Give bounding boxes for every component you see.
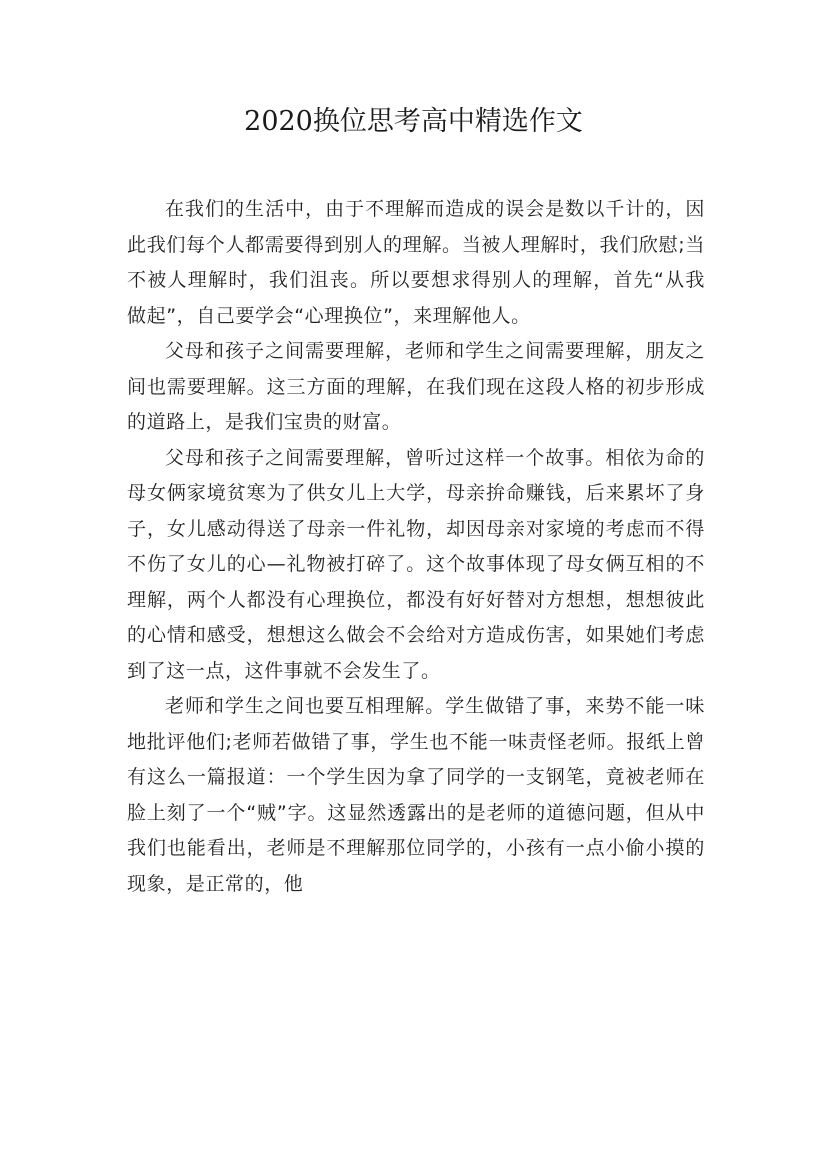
paragraph-parents-children: 父母和孩子之间需要理解，曾听过这样一个故事。相依为命的母女俩家境贫寒为了供女儿上大学，母亲拚命赚钱，后来累坏了身子，女儿感动得送了母亲一件礼物，却因母亲对家境的考虑而不得不伤了女儿的心—礼物被打碎了。这个故事体现了母女俩互相的不理解，两个人都没有心理换位，都没有好好替对方想想，想想彼此的心情和感受，想想这么做会不会给对方造成伤害，如果她们考虑到了这一点，这件事就不会发生了。: [127, 446, 705, 682]
paragraph-three-relations: 父母和孩子之间需要理解，老师和学生之间需要理解，朋友之间也需要理解。这三方面的理解，在我们现在这段人格的初步形成的道路上，是我们宝贵的财富。: [127, 340, 705, 433]
document-body: [127, 192, 705, 902]
paragraph-intro: 在我们的生活中，由于不理解而造成的误会是数以千计的，因此我们每个人都需要得到别人的理解。当被人理解时，我们欣慰;当不被人理解时，我们沮丧。所以要想求得别人的理解，首先“从我做起”，自己要学会“心理换位”，来理解他人。: [127, 198, 705, 327]
paragraph-teachers-students: 老师和学生之间也要互相理解。学生做错了事，来势不能一味地批评他们;老师若做错了事，学生也不能一味责怪老师。报纸上曾有这么一篇报道：一个学生因为拿了同学的一支钢笔，竟被老师在脸上刻了一个“贼”字。这显然透露出的是老师的道德问题，但从中我们也能看出，老师是不理解那位同学的，小孩有一点小偷小摸的现象，是正常的，他: [127, 695, 705, 895]
document-title: 2020换位思考高中精选作文: [244, 106, 583, 137]
